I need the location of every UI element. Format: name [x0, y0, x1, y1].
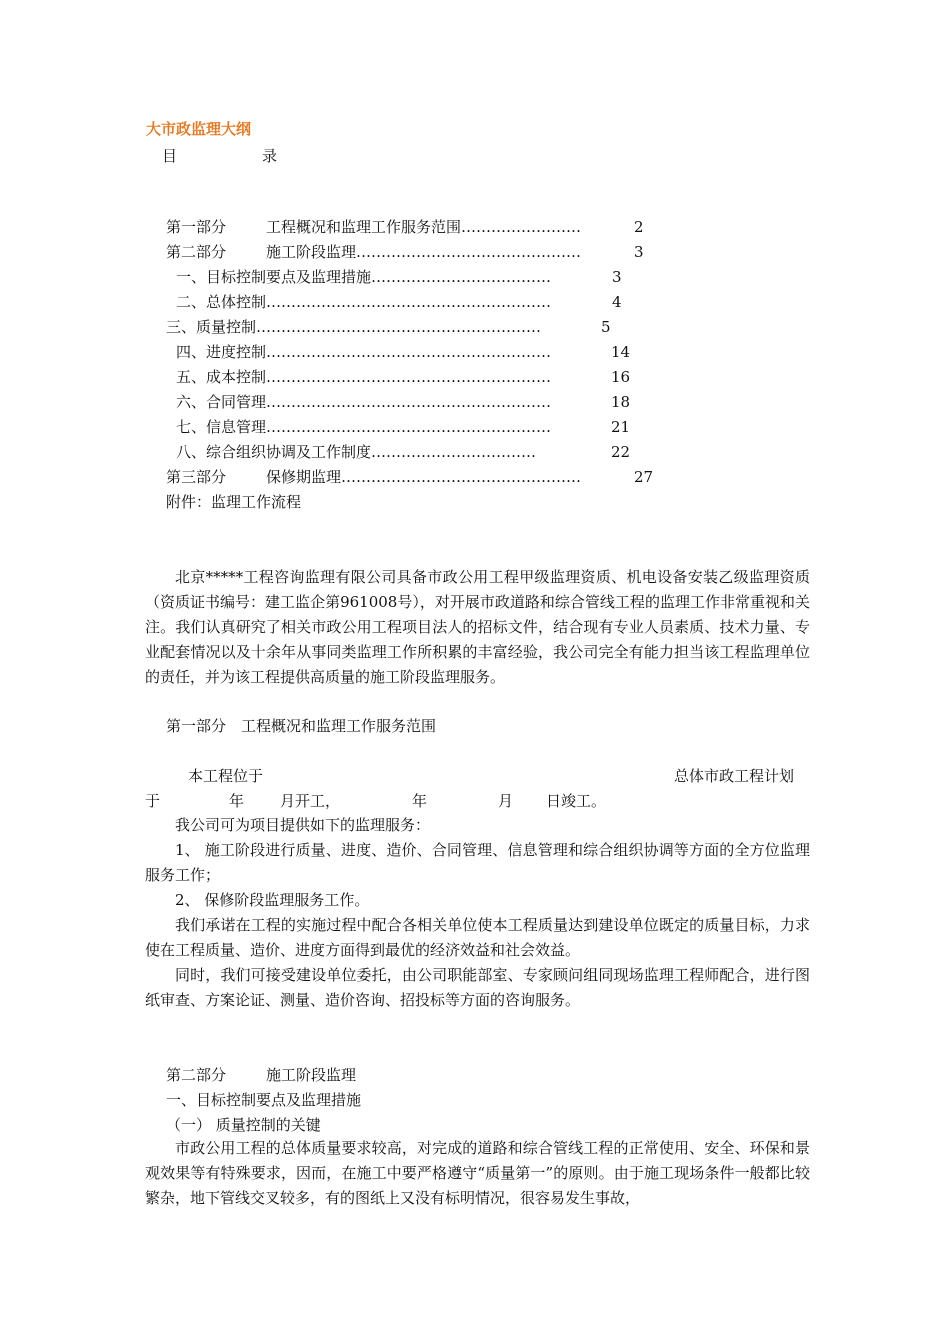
toc-heading-right: 录 — [262, 147, 278, 165]
toc-row[interactable] — [0, 291, 950, 313]
toc-row-page: 5 — [601, 318, 611, 336]
toc-row-page: 18 — [611, 393, 631, 411]
toc-row-title: 四、进度控制………………………………………………… — [176, 343, 552, 361]
toc-row-title: 三、质量控制………………………………………………… — [166, 318, 542, 336]
toc-row-title: 二、总体控制………………………………………………… — [176, 293, 552, 311]
date-day-end: 日竣工。 — [546, 792, 607, 810]
toc-row-label: 第二部分 — [166, 243, 227, 261]
toc-row-label: 附件：监理工作流程 — [166, 493, 302, 511]
quality-paragraph: 市政公用工程的总体质量要求较高，对完成的道路和综合管线工程的正常使用、安全、环保和景观效果等有特殊要求，因而，在施工中要严格遵守“质量第一”的原则。由于施工现场条件一般都比较繁杂，地下管线交叉较多，有的图纸上又没有标明情况，很容易发生事故， — [145, 1139, 810, 1207]
toc-row-page: 2 — [634, 218, 644, 236]
toc-row[interactable] — [0, 366, 950, 388]
location-start: 本工程位于 — [188, 767, 264, 785]
part2-heading-label: 第二部分 — [166, 1066, 227, 1084]
toc-row[interactable] — [0, 391, 950, 413]
toc-row[interactable] — [0, 416, 950, 438]
service-item-2: 2、 保修阶段监理服务工作。 — [175, 891, 370, 909]
toc-heading-left: 目 — [162, 147, 178, 165]
toc-row-page: 3 — [612, 268, 622, 286]
toc-row-title: 施工阶段监理……………………………………… — [266, 243, 582, 261]
date-month-start: 月开工， — [280, 792, 341, 810]
date-prefix: 于 — [145, 792, 161, 810]
date-year-start: 年 — [229, 792, 245, 810]
part2-subheading-2: （一） 质量控制的关键 — [166, 1116, 321, 1134]
toc-row-page: 22 — [611, 443, 631, 461]
toc-row-title: 保修期监理………………………………………… — [266, 468, 582, 486]
location-end: 总体市政工程计划 — [674, 767, 795, 785]
toc-row-title: 六、合同管理………………………………………………… — [176, 393, 552, 411]
toc-row[interactable] — [0, 316, 950, 338]
toc-row-title: 一、目标控制要点及监理措施……………………………… — [176, 268, 552, 286]
toc-row-title: 五、成本控制………………………………………………… — [176, 368, 552, 386]
part2-heading-title: 施工阶段监理 — [266, 1066, 357, 1084]
part1-heading: 第一部分 工程概况和监理工作服务范围 — [166, 717, 437, 735]
document-title: 大市政监理大纲 — [146, 120, 252, 138]
toc-row[interactable] — [0, 491, 950, 513]
toc-row-title: 工程概况和监理工作服务范围…………………… — [266, 218, 582, 236]
toc-row[interactable] — [0, 441, 950, 463]
toc-row-page: 4 — [612, 293, 622, 311]
toc-row[interactable] — [0, 266, 950, 288]
toc-row[interactable] — [0, 216, 950, 238]
intro-paragraph: 北京*****工程咨询监理有限公司具备市政公用工程甲级监理资质、机电设备安装乙级监理资质（资质证书编号：建工监企第961008号），对开展市政道路和综合管线工程的监理工作非常重视和关注。我们认真研究了相关市政公用工程项目法人的招标文件，结合现有专业人员素质、技术力量、专业配套情况以及十余年从事同类监理工作所积累的丰富经验，我公司完全有能力担当该工程监理单位的责任，并为该工程提供高质量的施工阶段监理服务。 — [145, 568, 810, 686]
toc-row-page: 21 — [611, 418, 631, 436]
toc-row-title: 七、信息管理………………………………………………… — [176, 418, 552, 436]
toc-row-title: 八、综合组织协调及工作制度…………………………… — [176, 443, 537, 461]
toc-row-label: 第一部分 — [166, 218, 227, 236]
toc-row[interactable] — [0, 241, 950, 263]
toc-row-page: 27 — [634, 468, 654, 486]
date-month-end: 月 — [498, 792, 514, 810]
date-year-end: 年 — [412, 792, 428, 810]
consulting-paragraph: 同时，我们可接受建设单位委托，由公司职能部室、专家顾问组同现场监理工程师配合，进行图纸审查、方案论证、测量、造价咨询、招投标等方面的咨询服务。 — [145, 966, 810, 1009]
service-item-1: 1、 施工阶段进行质量、进度、造价、合同管理、信息管理和综合组织协调等方面的全方位监理服务工作； — [145, 841, 810, 884]
toc-row-page: 14 — [611, 343, 631, 361]
toc-row-page: 16 — [611, 368, 631, 386]
services-intro: 我公司可为项目提供如下的监理服务： — [175, 816, 431, 834]
commitment-paragraph: 我们承诺在工程的实施过程中配合各相关单位使本工程质量达到建设单位既定的质量目标，力求使在工程质量、造价、进度方面得到最优的经济效益和社会效益。 — [145, 916, 810, 959]
part2-subheading-1: 一、目标控制要点及监理措施 — [166, 1091, 362, 1109]
toc-row[interactable] — [0, 341, 950, 363]
toc-row[interactable] — [0, 466, 950, 488]
toc-row-page: 3 — [634, 243, 644, 261]
toc-row-label: 第三部分 — [166, 468, 227, 486]
